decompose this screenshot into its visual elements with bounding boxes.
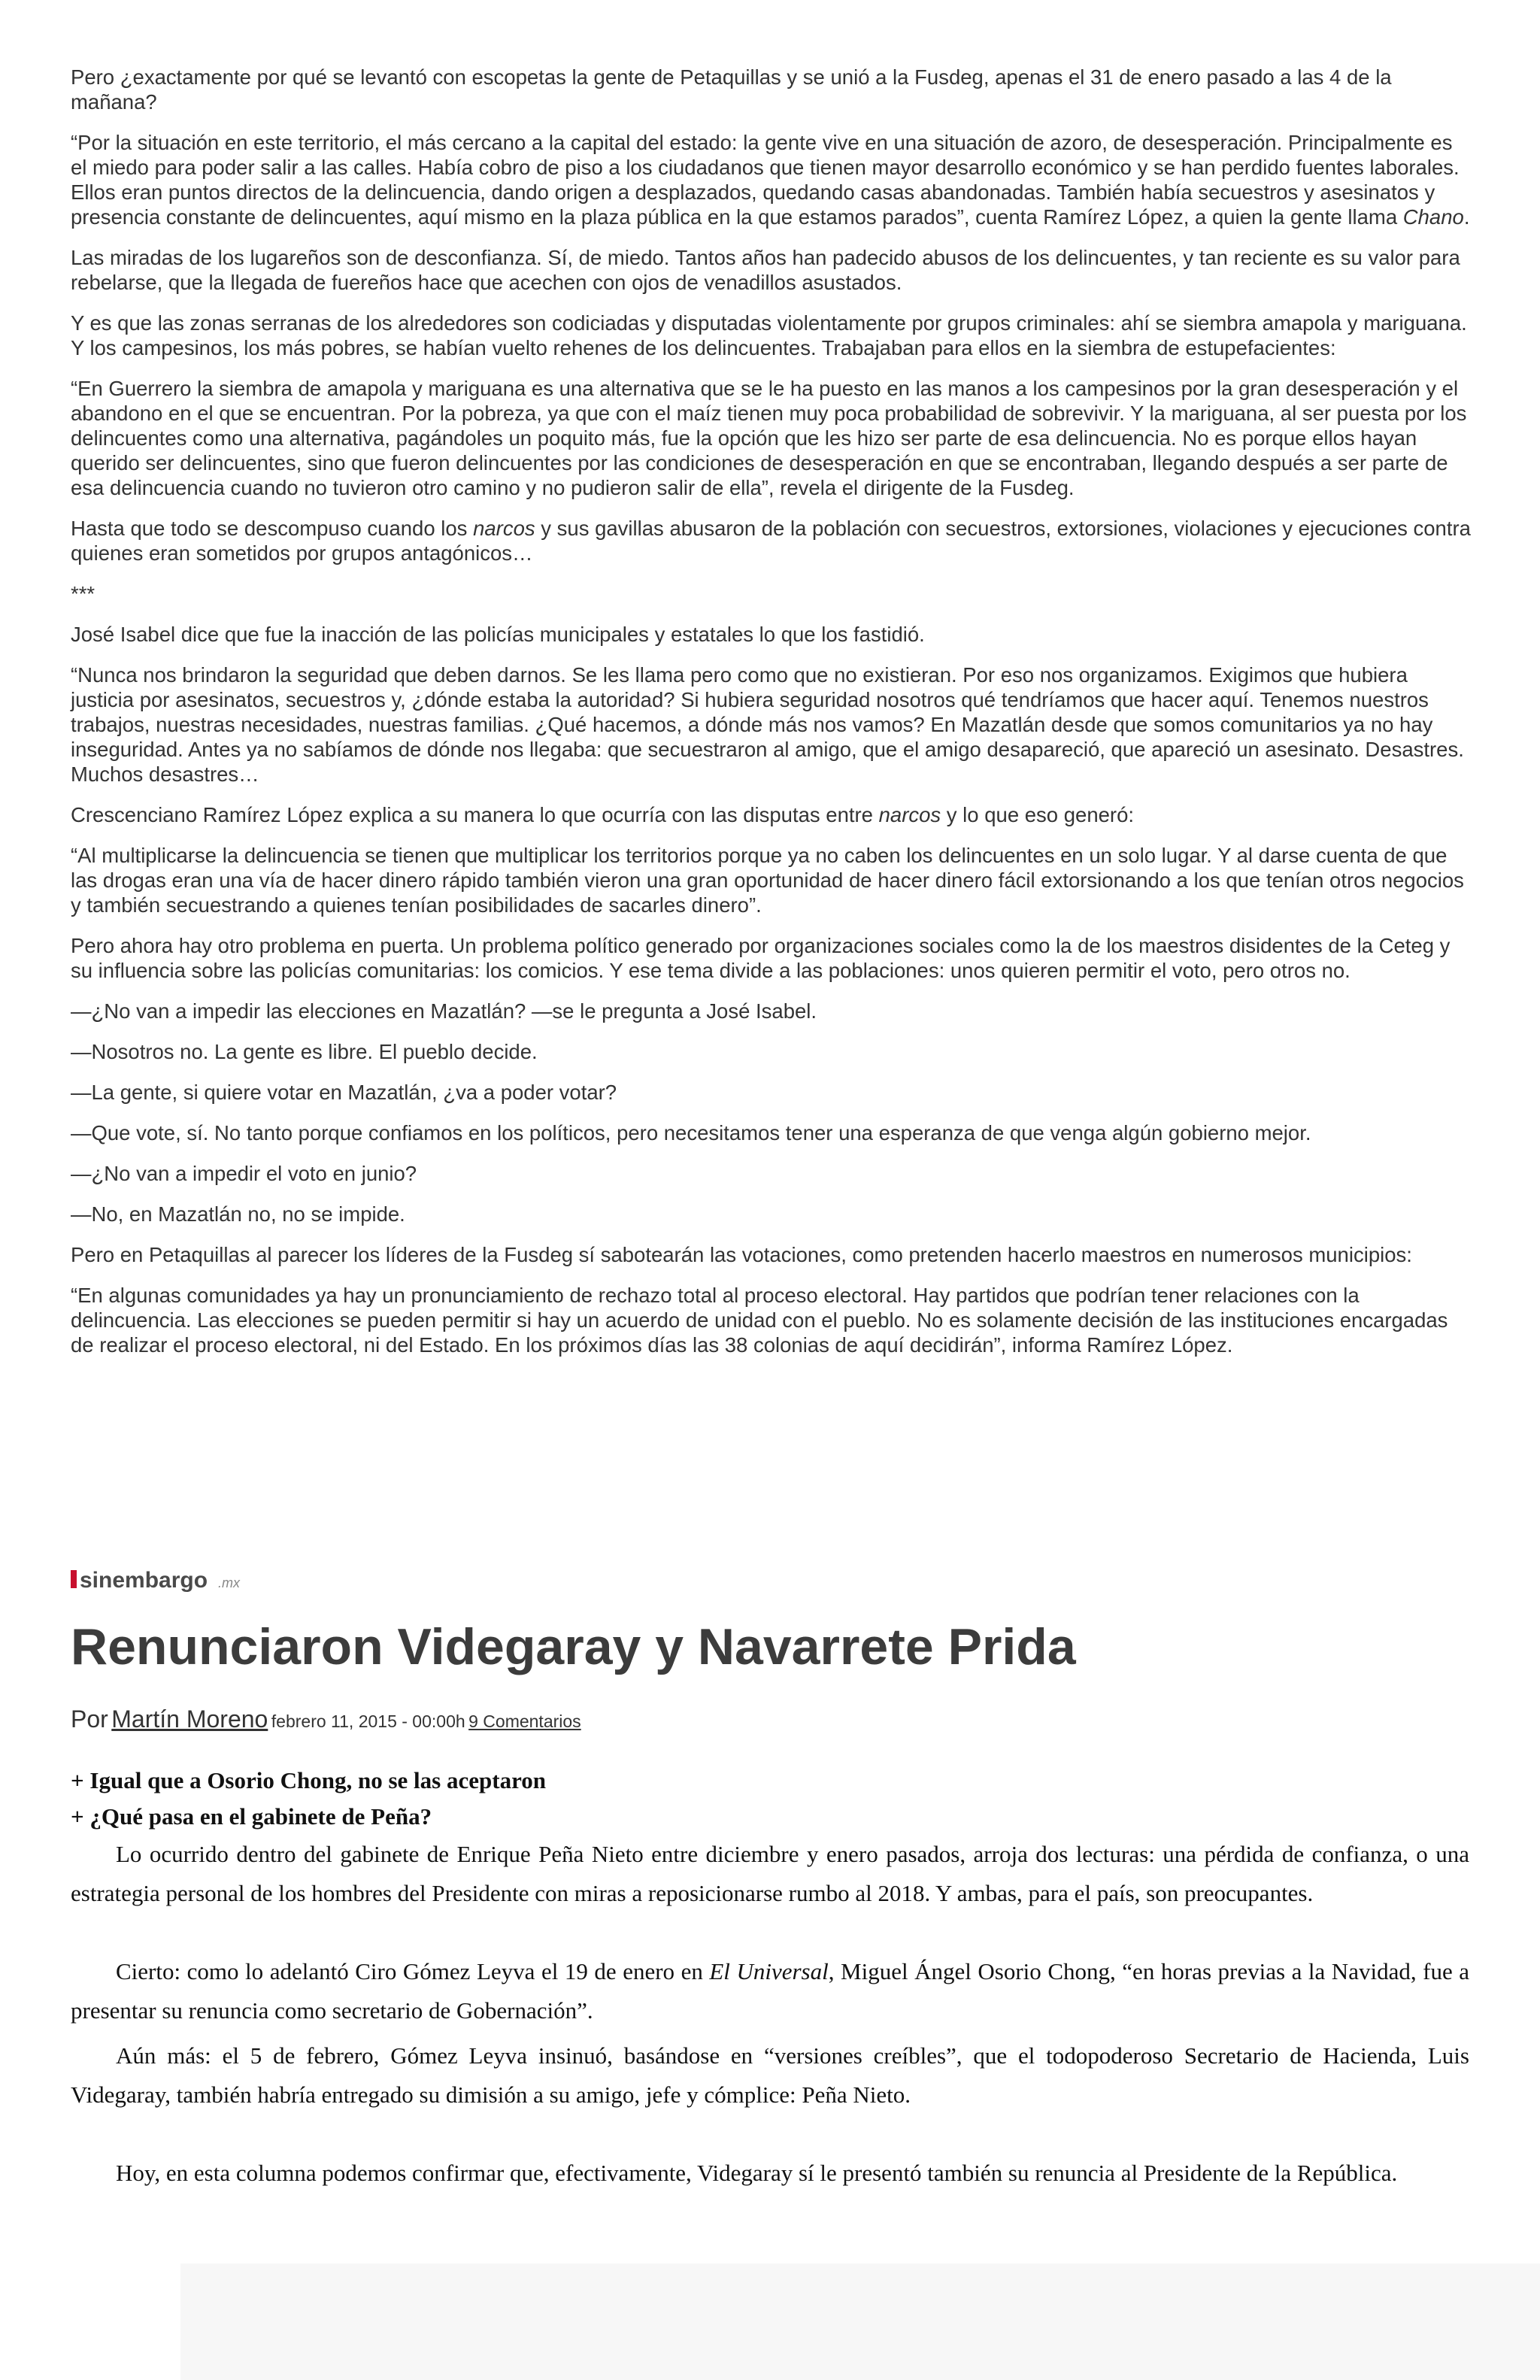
article1-paragraph	[71, 1161, 1472, 1186]
article2-paragraph	[71, 1835, 1469, 1913]
text-run: narcos	[878, 803, 941, 826]
text-run: —No, en Mazatlán no, no se impide.	[71, 1202, 405, 1226]
text-run: “Nunca nos brindaron la seguridad que deben darnos. Se les llama pero como que no existieran. Por eso nos organizamos. Exigimos que hubiera justicia por asesinatos, secuestros y, ¿dónde estaba la autoridad? Si hubiera seguridad nosotros qué tendríamos que hacer aquí. Tenemos nuestros trabajos, nuestras necesidades, nuestras familias. ¿Qué hacemos, a dónde más nos vamos? En Mazatlán desde que somos comunitarios ya no hay inseguridad. Antes ya no sabíamos de dónde nos llegaba: que secuestraron al amigo, que el amigo desapareció, que apareció un asesinato. Desastres. Muchos desastres…	[71, 663, 1464, 786]
article1-paragraph	[71, 802, 1472, 827]
article1-paragraph	[71, 1039, 1472, 1064]
text-run: Lo ocurrido dentro del gabinete de Enrique Peña Nieto entre diciembre y enero pasados, arroja dos lecturas: una pérdida de confianza, o una estrategia personal de los hombres del Presidente con miras a reposicionarse rumbo al 2018. Y ambas, para el país, son preocupantes.	[71, 1841, 1469, 1906]
text-run: Chano	[1402, 205, 1464, 229]
text-run: José Isabel dice que fue la inacción de las policías municipales y estatales lo que los fastidió.	[71, 623, 925, 646]
article1-paragraph	[71, 933, 1472, 983]
kicker-1: + Igual que a Osorio Chong, no se las aceptaron	[71, 1767, 547, 1793]
article1-paragraph	[71, 1283, 1472, 1357]
article1-paragraph	[71, 581, 1472, 606]
logo-suffix: .mx	[218, 1575, 240, 1590]
text-run: Hoy, en esta columna podemos confirmar que, efectivamente, Videgaray sí le presentó también su renuncia al Presidente de la República.	[116, 2160, 1398, 2186]
article1-paragraph	[71, 1202, 1472, 1226]
text-run: Crescenciano Ramírez López explica a su manera lo que ocurría con las disputas entre	[71, 803, 879, 826]
text-run: —¿No van a impedir el voto en junio?	[71, 1162, 417, 1185]
text-run: Aún más: el 5 de febrero, Gómez Leyva insinuó, basándose en “versiones creíbles”, que el todopoderoso Secretario de Hacienda, Luis Videgaray, también habría entregado su dimisión a su amigo, jefe y cómplice: Peña Nieto.	[71, 2042, 1469, 2108]
text-run: ***	[71, 582, 95, 605]
text-run: Y es que las zonas serranas de los alrededores son codiciadas y disputadas violentamente por grupos criminales: ahí se siembra amapola y mariguana. Y los campesinos, los más pobres, se habían vuelto rehenes de los delincuentes. Trabajaban para ellos en la siembra de estupefacientes:	[71, 311, 1467, 359]
article1-paragraph	[71, 1120, 1472, 1145]
text-run: .	[1463, 205, 1470, 229]
logo-text: sinembargo	[80, 1568, 208, 1593]
text-run: “Al multiplicarse la delincuencia se tienen que multiplicar los territorios porque ya no caben los delincuentes en un solo lugar. Y al darse cuenta de que las drogas eran una vía de hacer dinero rápido también vieron una gran oportunidad de hacer dinero fácil extorsionando a los que tenían otros negocios y también secuestrando a quienes tenían posibilidades de sacarles dinero”.	[71, 844, 1464, 917]
article2-paragraph	[71, 2154, 1469, 2193]
article1-paragraph	[71, 311, 1472, 360]
kicker-2: + ¿Qué pasa en el gabinete de Peña?	[71, 1803, 432, 1830]
article1-paragraph	[71, 662, 1472, 787]
article1-paragraph	[71, 516, 1472, 565]
text-run: narcos	[473, 517, 535, 540]
text-run: “Por la situación en este territorio, el más cercano a la capital del estado: la gente vive en una situación de azoro, de desesperación. Principalmente es el miedo para poder salir a las calles. Había cobro de piso a los ciudadanos que tienen mayor desarrollo económico y se han perdido fuentes laborales. Ellos eran puntos directos de la delincuencia, dando origen a desplazados, quedando casas abandonadas. También había secuestros y asesinatos y presencia constante de delincuentes, aquí mismo en la plaza pública en la que estamos parados”, cuenta Ramírez López, a quien la gente llama	[71, 131, 1460, 229]
article1-paragraph	[71, 843, 1472, 917]
text-run: El Universal	[709, 1958, 829, 1984]
article1-paragraph	[71, 376, 1472, 500]
text-run: —¿No van a impedir las elecciones en Mazatlán? —se le pregunta a José Isabel.	[71, 999, 817, 1023]
text-run: Pero ¿exactamente por qué se levantó con escopetas la gente de Petaquillas y se unió a la Fusdeg, apenas el 31 de enero pasado a las 4 de la mañana?	[71, 65, 1392, 114]
logo-mark	[71, 1570, 77, 1588]
text-run: —La gente, si quiere votar en Mazatlán, ¿va a poder votar?	[71, 1081, 617, 1104]
page-shadow	[180, 2263, 1540, 2380]
text-run: y sus gavillas abusaron de la población con secuestros, extorsiones, violaciones y ejecuciones contra quienes eran sometidos por grupos antagónicos…	[71, 517, 1471, 565]
article2-paragraph	[71, 1952, 1469, 2030]
article2-paragraphs	[71, 1835, 1469, 2193]
article1-paragraph	[71, 1080, 1472, 1105]
article1-paragraph	[71, 130, 1472, 229]
text-run: y lo que eso generó:	[941, 803, 1135, 826]
byline-label: Por	[71, 1705, 108, 1733]
comments-link[interactable]: 9 Comentarios	[468, 1711, 581, 1731]
article1-paragraph	[71, 65, 1472, 114]
text-run: Las miradas de los lugareños son de desconfianza. Sí, de miedo. Tantos años han padecido abusos de los delincuentes, y tan reciente es su valor para rebelarse, que la llegada de fuereños hace que acechen con ojos de venadillos asustados.	[71, 246, 1460, 294]
text-run: Pero en Petaquillas al parecer los líderes de la Fusdeg sí sabotearán las votaciones, como pretenden hacerlo maestros en numerosos municipios:	[71, 1243, 1412, 1266]
article1-paragraph	[71, 622, 1472, 647]
byline	[71, 1705, 581, 1733]
text-run: Pero ahora hay otro problema en puerta. Un problema político generado por organizaciones sociales como la de los maestros disidentes de la Ceteg y su influencia sobre las policías comunitarias: los comicios. Y ese tema divide a las poblaciones: unos quieren permitir el voto, pero otros no.	[71, 934, 1451, 982]
text-run: Hasta que todo se descompuso cuando los	[71, 517, 474, 540]
text-run: “En algunas comunidades ya hay un pronunciamiento de rechazo total al proceso electoral. Hay partidos que podrían tener relaciones con la delincuencia. Las elecciones se pueden permitir si hay un acuerdo de unidad con el pueblo. No es solamente decisión de las instituciones encargadas de realizar el proceso electoral, ni del Estado. En los próximos días las 38 colonias de aquí decidirán”, informa Ramírez López.	[71, 1284, 1448, 1357]
article-body-2	[71, 1763, 1469, 2193]
text-run: “En Guerrero la siembra de amapola y mariguana es una alternativa que se le ha puesto en las manos a los campesinos por la gran desesperación y el abandono en el que se encuentran. Por la pobreza, ya que con el maíz tienen muy poca probabilidad de sobrevivir. Y la mariguana, al ser puesta por los delincuentes como una alternativa, pagándoles un poquito más, fue la opción que les hizo ser parte de esa delincuencia. No es porque ellos hayan querido ser delincuentes, sino que fueron delincuentes por las condiciones de desesperación en que se encontraban, llegando después a ser parte de esa delincuencia cuando no tuvieron otro camino y no pudieron salir de ella”, revela el dirigente de la Fusdeg.	[71, 377, 1467, 499]
article1-paragraph	[71, 999, 1472, 1023]
text-run: Cierto: como lo adelantó Ciro Gómez Leyva el 19 de enero en	[116, 1958, 710, 1984]
publish-date: febrero 11, 2015 - 00:00h	[271, 1711, 465, 1731]
article1-paragraph	[71, 245, 1472, 295]
article-headline: Renunciaron Videgaray y Navarrete Prida	[71, 1618, 1076, 1675]
author-link[interactable]: Martín Moreno	[111, 1705, 268, 1733]
text-run: , Miguel Ángel Osorio Chong, “en horas previas a la Navidad, fue a presentar su renuncia como secretario de Gobernación”.	[71, 1958, 1469, 2024]
sinembargo-logo	[71, 1566, 244, 1593]
text-run: —Nosotros no. La gente es libre. El pueblo decide.	[71, 1040, 538, 1063]
article-body-1	[71, 65, 1472, 1373]
article1-paragraph	[71, 1242, 1472, 1267]
article2-paragraph	[71, 2036, 1469, 2115]
text-run: —Que vote, sí. No tanto porque confiamos en los políticos, pero necesitamos tener una esperanza de que venga algún gobierno mejor.	[71, 1121, 1311, 1145]
